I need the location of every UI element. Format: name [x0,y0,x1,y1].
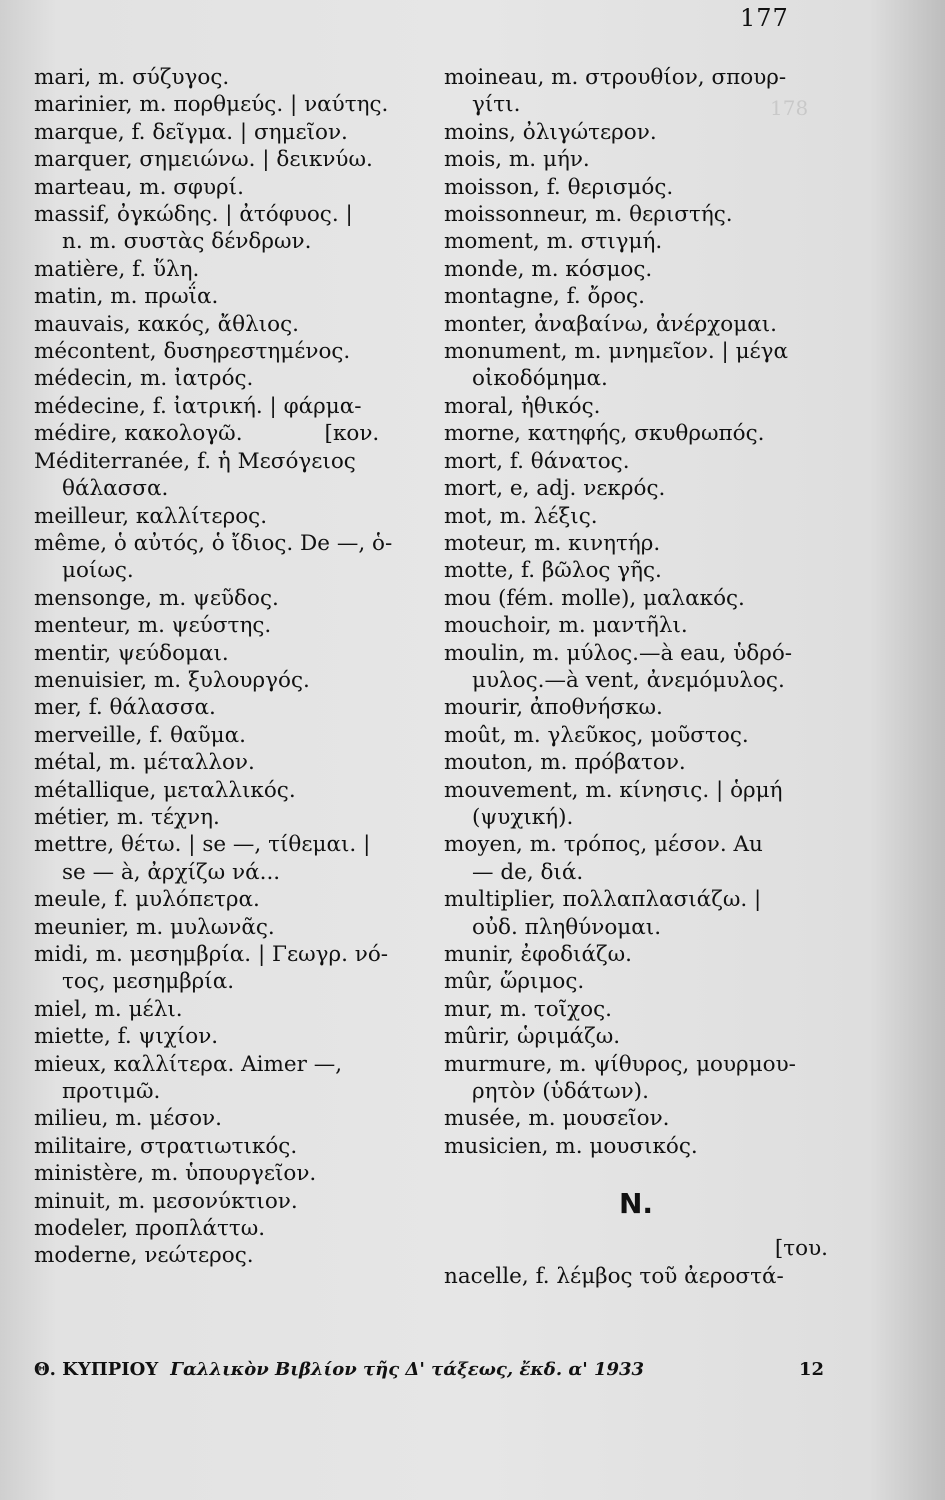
dictionary-entry: métier, m. τέχνη. [34,804,220,830]
dictionary-entry-continuation: se — à, ἀρχίζω νά... [62,859,281,885]
dictionary-entry: mieux, καλλίτερα. Aimer —, [34,1051,343,1077]
dictionary-entry: marteau, m. σφυρί. [34,174,244,200]
dictionary-entry: meule, f. μυλόπετρα. [34,887,260,913]
dictionary-entry: moteur, m. κινητήρ. [444,530,661,556]
dictionary-entry: meilleur, καλλίτερος. [34,503,268,529]
dictionary-entry: morne, κατηφής, σκυθρωπός. [444,421,765,447]
dictionary-entry: moins, ὀλιγώτερον. [444,119,657,145]
dictionary-entry: mouchoir, m. μαντῆλι. [444,613,688,639]
dictionary-entry-continuation: θάλασσα. [62,476,169,502]
dictionary-entry: militaire, στρατιωτικός. [34,1133,298,1159]
dictionary-entry: mot, m. λέξις. [444,503,598,529]
dictionary-entry: métal, m. μέταλλον. [34,750,255,776]
dictionary-entry: modeler, προπλάττω. [34,1216,266,1242]
dictionary-entry-continuation: οὐδ. πληθύνομαι. [472,914,662,940]
dictionary-entry: mûr, ὥριμος. [444,969,585,995]
section-gap [444,1221,828,1235]
dictionary-entry: moment, m. στιγμή. [444,229,663,255]
dictionary-entry: motte, f. βῶλος γῆς. [444,558,662,584]
dictionary-entry: mouvement, m. κίνησις. | ὁρμή [444,777,783,803]
dictionary-entry: marinier, m. πορθμεύς. | ναύτης. [34,92,389,118]
dictionary-entry-continuation: προτιμῶ. [62,1079,161,1105]
dictionary-entry: même, ὁ αὐτός, ὁ ἴδιος. De —, ὁ- [34,530,393,556]
dictionary-entry: nacelle, f. λέμβος τοῦ ἀεροστά- [444,1263,784,1289]
dictionary-entry-continuation: — de, διά. [472,859,584,885]
dictionary-entry: mourir, ἀποθνήσκω. [444,695,663,721]
dictionary-entry: moineau, m. στρουθίον, σπουρ- [444,65,787,90]
dictionary-entry: moût, m. γλεῦκος, μοῦστος. [444,722,749,748]
dictionary-entry: mauvais, κακός, ἄθλιος. [34,311,299,337]
dictionary-entry: métallique, μεταλλικός. [34,777,296,803]
dictionary-entry: munir, ἐφοδιάζω. [444,942,632,967]
footer-book-title: Γαλλικὸν Βιβλίον τῆς Δ' τάξεως, ἔκδ. α' 1933 [170,1359,645,1380]
dictionary-entry: médecin, m. ἰατρός. [34,366,254,392]
section-gap [444,1160,828,1187]
dictionary-entry: moulin, m. μύλος.—à eau, ὑδρό- [444,640,793,666]
dictionary-entry: mort, e, adj. νεκρός. [444,476,666,502]
dictionary-entry: milieu, m. μέσον. [34,1106,222,1132]
dictionary-entry: mer, f. θάλασσα. [34,695,216,721]
dictionary-entry: mûrir, ὡριμάζω. [444,1024,621,1050]
dictionary-entry: marque, f. δεῖγμα. | σημεῖον. [34,119,348,145]
dictionary-entry: ministère, m. ὑπουργεῖον. [34,1161,317,1187]
dictionary-entry: monument, m. μνημεῖον. | μέγα [444,339,789,365]
dictionary-entry: menteur, m. ψεύστης. [34,613,272,639]
dictionary-entry: mari, m. σύζυγος. [34,65,230,90]
dictionary-entry-continuation: n. m. συστὰς δένδρων. [62,229,312,255]
dictionary-entry: moisson, f. θερισμός. [444,174,674,200]
dictionary-entry: massif, ὀγκώδης. | ἀτόφυος. | [34,202,353,228]
dictionary-entry: Méditerranée, f. ἡ Μεσόγειος [34,448,356,474]
right-column [444,64,828,1290]
dictionary-entry: mensonge, m. ψεῦδος. [34,585,279,611]
dictionary-entry: moral, ἠθικός. [444,393,601,419]
dictionary-entry: miel, m. μέλι. [34,996,183,1022]
dictionary-entry-continuation: γίτι. [472,92,521,118]
dictionary-entry: marquer, σημειώνω. | δεικνύω. [34,147,373,173]
dictionary-entry: midi, m. μεσημβρία. | Γεωγρ. νό- [34,942,389,967]
dictionary-entry: monde, m. κόσμος. [444,256,653,282]
dictionary-entry: monter, ἀναβαίνω, ἀνέρχομαι. [444,311,777,337]
dictionary-entry: moyen, m. τρόπος, μέσον. Au [444,832,763,858]
dictionary-entry-continuation: ρητὸν (ὑδάτων). [472,1079,649,1105]
dictionary-entry: mentir, ψεύδομαι. [34,640,229,666]
page-number: 177 [740,4,789,32]
dictionary-entry: matière, f. ὕλη. [34,256,200,282]
dictionary-entry-continuation: τος, μεσημβρία. [62,969,235,995]
dictionary-entry-continuation: οἰκοδόμημα. [472,366,608,392]
dictionary-entry: mécontent, δυσηρεστημένος. [34,339,351,365]
dictionary-entry: mouton, m. πρόβατον. [444,750,686,776]
dictionary-entry: moissonneur, m. θεριστής. [444,202,733,228]
dictionary-entry: meunier, m. μυλωνᾶς. [34,914,275,940]
dictionary-entry: matin, m. πρωΐα. [34,284,219,310]
page-footer [34,1359,824,1380]
bleed-through-text: 178 [770,96,809,120]
dictionary-entry: merveille, f. θαῦμα. [34,722,246,748]
dictionary-entry: menuisier, m. ξυλουργός. [34,667,310,693]
dictionary-entry: médire, κακολογῶ. [κον. [34,421,380,447]
dictionary-entry: miette, f. ψιχίον. [34,1024,219,1050]
dictionary-entry: médecine, f. ἰατρική. | φάρμα- [34,393,362,419]
dictionary-entry-continuation: μοίως. [62,558,134,584]
dictionary-entry: minuit, m. μεσονύκτιον. [34,1188,298,1214]
dictionary-entry-continuation: μυλος.—à vent, ἀνεμόμυλος. [472,667,785,693]
dictionary-entry: musée, m. μουσεῖον. [444,1106,670,1132]
dictionary-entry: mettre, θέτω. | se —, τίθεμαι. | [34,832,371,858]
dictionary-entry: mois, m. μήν. [444,147,590,173]
section-letter-heading: N. [618,1187,654,1221]
dictionary-entry-continuation: (ψυχική). [472,804,574,830]
footer-signature-mark: 12 [798,1359,824,1380]
left-column [34,64,426,1270]
dictionary-entry: multiplier, πολλαπλασιάζω. | [444,887,762,913]
dictionary-entry: musicien, m. μουσικός. [444,1133,698,1159]
dictionary-entry: mou (fém. molle), μαλακός. [444,585,745,611]
footer-author: Θ. ΚΥΠΡΙΟΥ [34,1359,159,1380]
dictionary-entry: mort, f. θάνατος. [444,448,630,474]
dictionary-entry: mur, m. τοῖχος. [444,996,612,1022]
dictionary-entry: murmure, m. ψίθυρος, μουρμου- [444,1051,796,1077]
dictionary-entry: moderne, νεώτερος. [34,1243,254,1269]
dictionary-entry: montagne, f. ὄρος. [444,284,645,310]
dictionary-entry-wrap: [του. [774,1236,828,1262]
